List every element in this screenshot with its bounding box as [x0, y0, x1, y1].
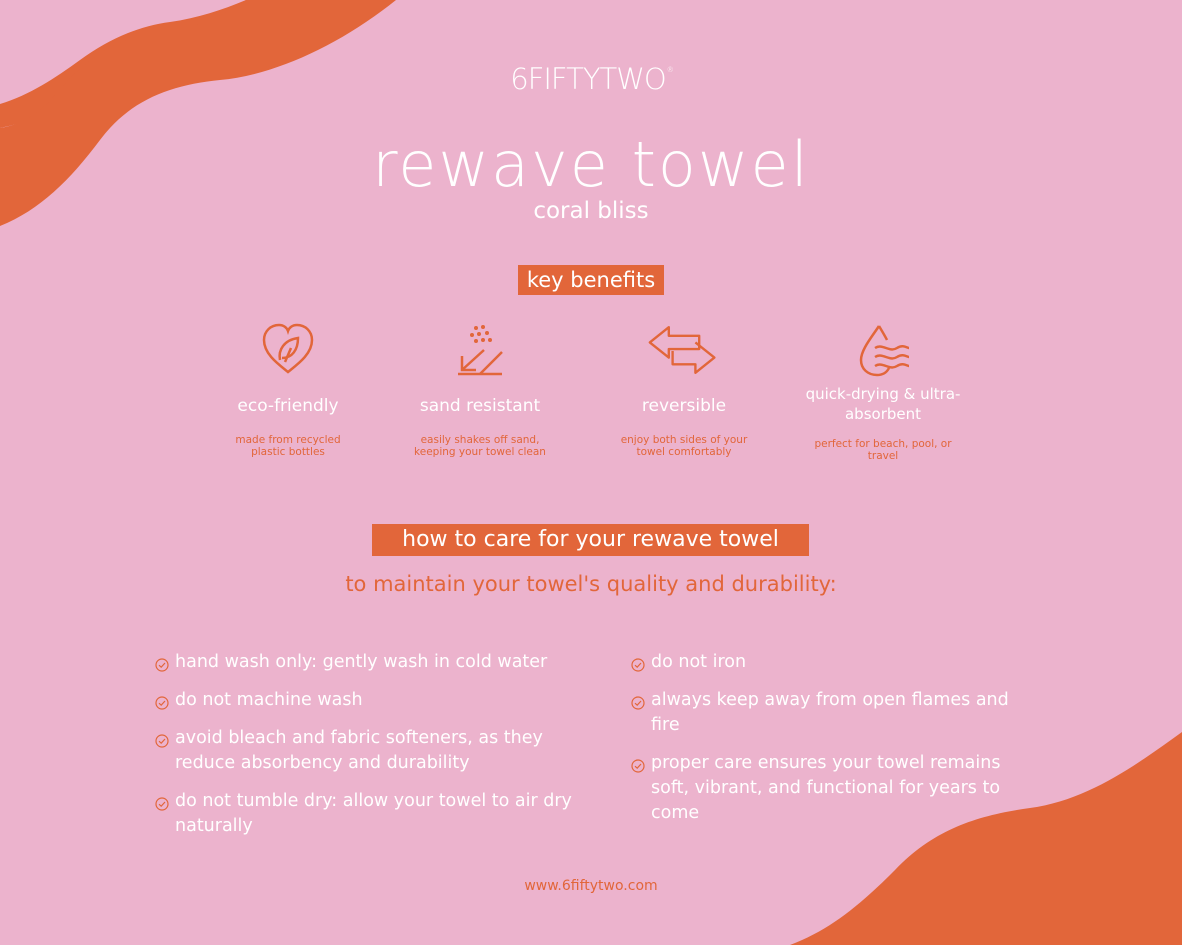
benefit-description: easily shakes off sand, keeping your towel clean	[414, 434, 546, 458]
list-item	[631, 751, 1041, 826]
water-drop-waves-icon	[853, 322, 913, 378]
list-item	[155, 789, 595, 839]
benefit-quick-drying	[783, 322, 983, 462]
list-item	[155, 688, 595, 713]
care-list-right	[631, 650, 1041, 839]
care-instruction: hand wash only: gently wash in cold water	[175, 652, 548, 672]
benefit-description: made from recycled plastic bottles	[235, 434, 341, 458]
registered-mark: ®	[666, 66, 673, 74]
care-instruction: proper care ensures your towel remains soft, vibrant, and functional for years to come	[651, 753, 1001, 823]
product-subtitle: coral bliss	[533, 198, 649, 224]
check-circle-icon	[155, 797, 169, 811]
care-heading: how to care for your rewave towel	[372, 524, 809, 556]
list-item	[631, 688, 1041, 738]
benefit-title: eco-friendly	[237, 396, 339, 416]
check-circle-icon	[155, 734, 169, 748]
reversible-arrows-icon	[646, 322, 722, 378]
benefit-title: reversible	[641, 396, 727, 416]
key-benefits-heading: key benefits	[518, 265, 664, 295]
check-circle-icon	[155, 696, 169, 710]
benefit-eco-friendly	[188, 322, 388, 458]
care-instruction: avoid bleach and fabric softeners, as they reduce absorbency and durability	[175, 728, 543, 773]
check-circle-icon	[631, 696, 645, 710]
product-title: rewave towel	[372, 128, 810, 201]
benefit-description: enjoy both sides of your towel comfortably	[620, 434, 748, 458]
brand-name: 6FIFTYTWO	[510, 62, 666, 96]
brand-logo	[0, 62, 1182, 96]
care-instruction: always keep away from open flames and fire	[651, 690, 1009, 735]
list-item	[155, 650, 595, 675]
sand-arrow-icon	[450, 322, 510, 378]
care-intro: to maintain your towel's quality and durability:	[345, 572, 837, 596]
website-link[interactable]: www.6fiftytwo.com	[524, 878, 658, 894]
benefit-title: quick-drying & ultra-absorbent	[805, 385, 961, 423]
check-circle-icon	[631, 759, 645, 773]
list-item	[155, 726, 595, 776]
heart-leaf-icon	[258, 322, 318, 378]
care-instruction: do not tumble dry: allow your towel to air dry naturally	[175, 791, 572, 836]
list-item	[631, 650, 1041, 675]
benefit-reversible	[584, 322, 784, 458]
care-instruction: do not iron	[651, 652, 747, 672]
benefit-description: perfect for beach, pool, or travel	[814, 438, 952, 462]
care-list-left	[155, 650, 595, 852]
check-circle-icon	[155, 658, 169, 672]
benefit-sand-resistant	[380, 322, 580, 458]
care-instruction: do not machine wash	[175, 690, 363, 710]
benefit-title: sand resistant	[419, 396, 541, 416]
check-circle-icon	[631, 658, 645, 672]
